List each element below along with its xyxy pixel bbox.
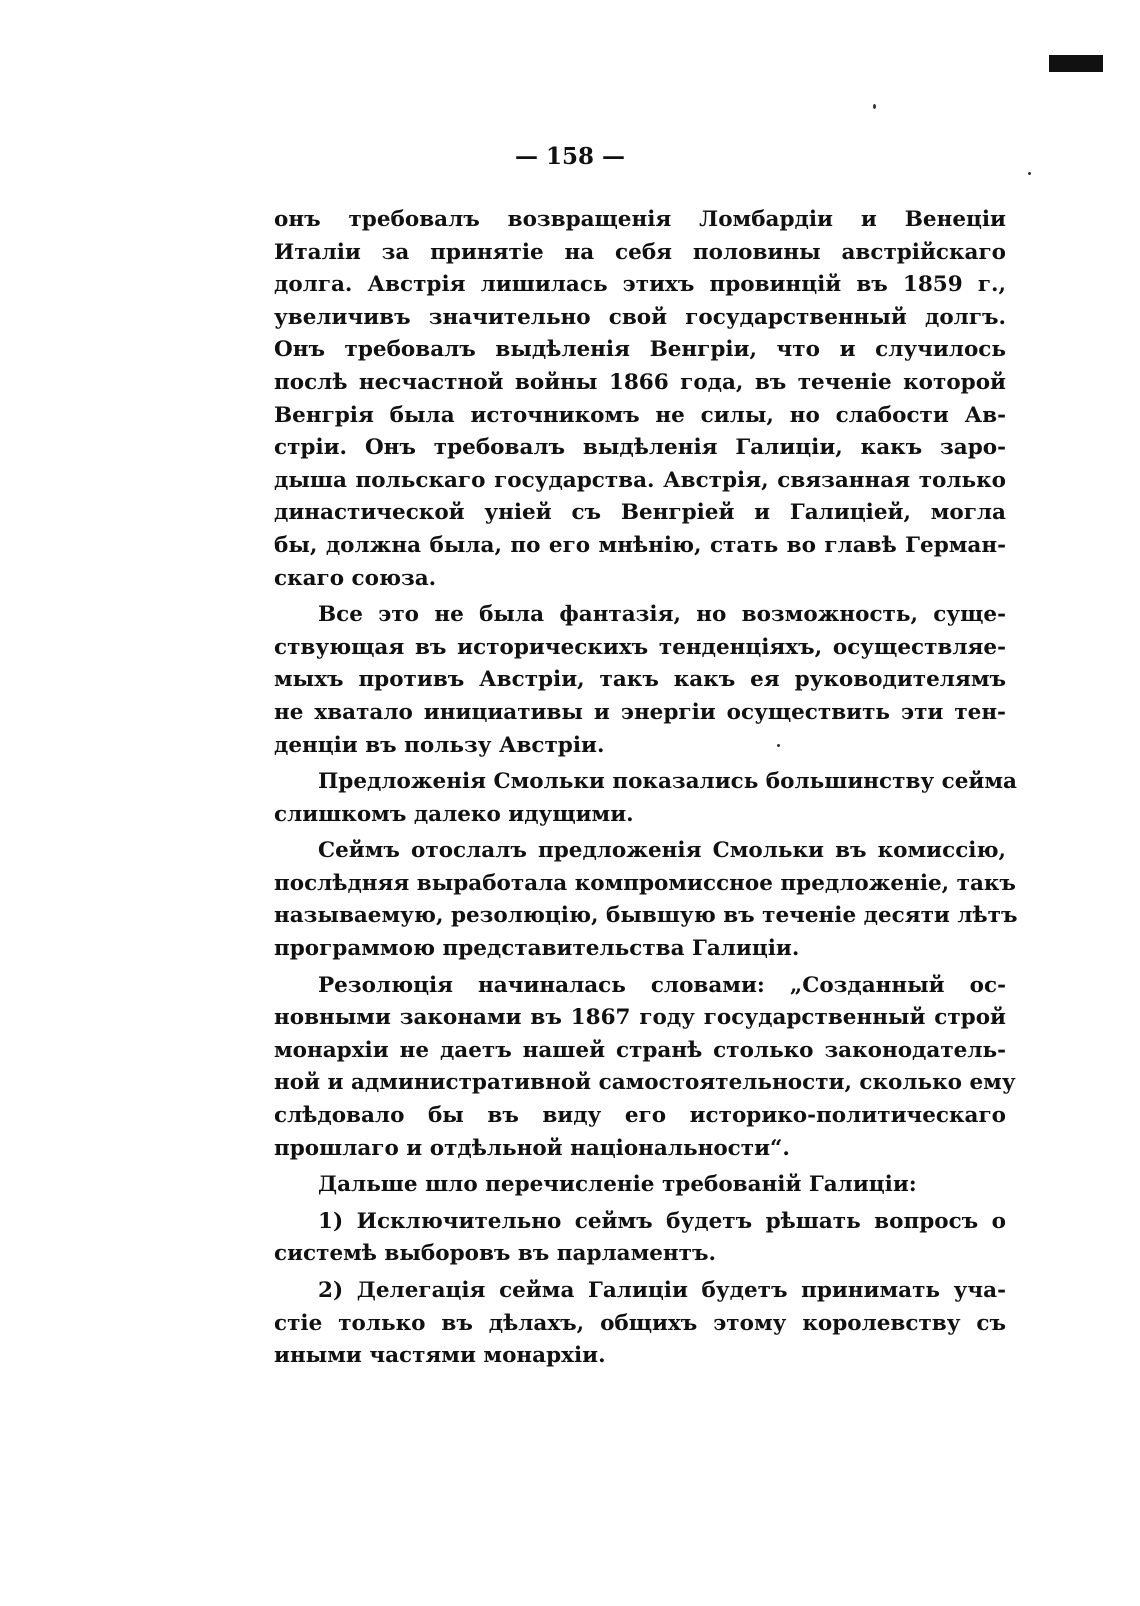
scan-edge-mark	[1049, 55, 1103, 72]
text-line: Онъ требовалъ выдѣленія Венгріи, что и случилось	[274, 337, 1006, 363]
paragraph	[274, 1206, 1006, 1271]
paragraph	[274, 835, 1018, 965]
text-line: Все это не была фантазія, но возможность, суще-	[318, 602, 1006, 628]
scan-speck	[873, 104, 876, 109]
text-line: денціи въ пользу Австріи.	[274, 732, 605, 758]
text-line: системѣ выборовъ въ парламентъ.	[274, 1241, 716, 1267]
text-line: прошлаго и отдѣльной національности“.	[274, 1135, 790, 1161]
text-line: называемую, резолюцію, бывшую въ теченіе десяти лѣтъ	[274, 903, 1018, 929]
page-number: — 158 —	[514, 143, 626, 170]
paragraph	[274, 1275, 1006, 1373]
text-line: Резолюція начиналась словами: „Созданный ос-	[318, 972, 1006, 998]
text-line: слишкомъ далеко идущими.	[274, 801, 634, 827]
paragraph	[274, 599, 1006, 762]
text-line: ствующая въ историческихъ тенденціяхъ, осуществляе-	[274, 634, 1006, 660]
text-line: 2) Делегація сейма Галиціи будетъ принимать уча-	[318, 1278, 1006, 1303]
text-line: программою представительства Галиціи.	[274, 936, 800, 962]
text-line: мыхъ противъ Австріи, такъ какъ ея руководителямъ	[274, 667, 1006, 693]
text-line: долга. Австрія лишилась этихъ провинцій въ 1859 г.,	[274, 272, 1006, 298]
text-line: 1) Исключительно сеймъ будетъ рѣшать вопросъ о	[318, 1208, 1006, 1234]
paragraph	[274, 970, 1016, 1166]
text-line: ной и административной самостоятельности, сколько ему	[274, 1070, 1016, 1096]
text-line: Венгрія была источникомъ не силы, но слабости Ав-	[274, 402, 1006, 428]
text-line: послѣ несчастной войны 1866 года, въ теченіе которой	[274, 369, 1006, 395]
text-line: Италіи за принятіе на себя половины австрійскаго	[274, 239, 1006, 265]
text-line: Дальше шло перечисленіе требованій Галиціи:	[318, 1172, 917, 1198]
text-line: слѣдовало бы въ виду его историко-политическаго	[274, 1103, 1006, 1129]
text-line: не хватало инициативы и энергіи осуществить эти тен-	[274, 699, 1006, 725]
text-line: Сеймъ отослалъ предложенія Смольки въ комиссію,	[318, 838, 1006, 864]
text-line: онъ требовалъ возвращенія Ломбардіи и Венеціи	[274, 207, 1006, 232]
text-line: монархіи не даетъ нашей странѣ столько законодатель-	[274, 1037, 1006, 1063]
text-line: династической уніей съ Венгріей и Галиціей, могла	[274, 500, 1006, 526]
text-line: дыша польскаго государства. Австрія, связанная только	[274, 467, 1006, 493]
text-line: скаго союза.	[274, 565, 437, 591]
paragraph	[274, 204, 1006, 595]
text-line: бы, должна была, по его мнѣнію, стать во главѣ Герман-	[274, 532, 1006, 558]
text-line: стіе только въ дѣлахъ, общихъ этому королевству съ	[274, 1310, 1006, 1336]
body-text	[274, 204, 1018, 1377]
text-line: увеличивъ значительно свой государственный долгъ.	[274, 304, 1006, 330]
paragraph	[274, 766, 1017, 831]
text-line: Предложенія Смольки показались большинству сейма	[318, 769, 1017, 795]
text-line: иными частями монархіи.	[274, 1343, 606, 1369]
text-line: новными законами въ 1867 году государственный строй	[274, 1005, 1006, 1031]
text-line: стріи. Онъ требовалъ выдѣленія Галиціи, какъ заро-	[274, 435, 1006, 461]
paragraph	[274, 1169, 1006, 1202]
text-line: послѣдняя выработала компромиссное предложеніе, такъ	[274, 870, 1016, 896]
scan-speck	[1028, 172, 1031, 175]
